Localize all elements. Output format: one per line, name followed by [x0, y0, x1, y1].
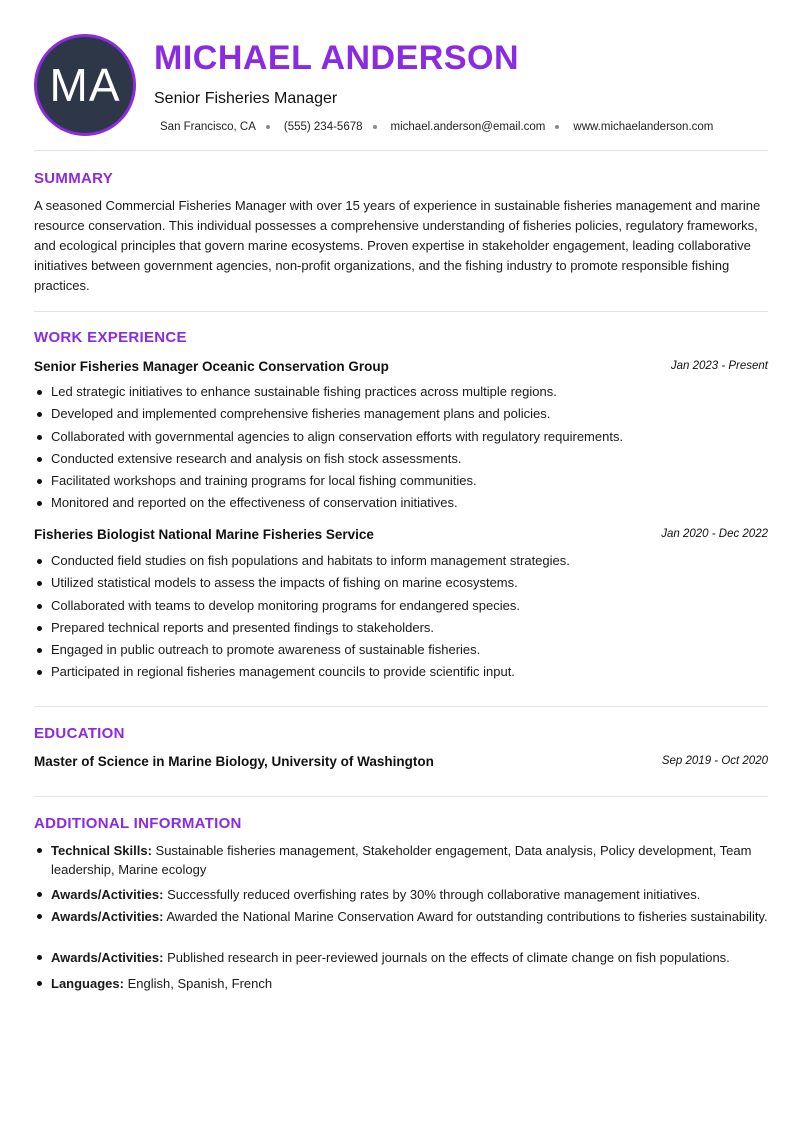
- item-text: English, Spanish, French: [123, 976, 273, 991]
- education-heading: EDUCATION: [34, 725, 125, 742]
- list-item: [34, 907, 768, 926]
- item-text: Published research in peer-reviewed journals on the effects of climate change on fish populations.: [163, 950, 730, 965]
- summary-heading: SUMMARY: [34, 170, 114, 187]
- contact-website[interactable]: www.michaelanderson.com: [573, 121, 714, 133]
- list-item: Conducted extensive research and analysis on fish stock assessments.: [34, 448, 768, 470]
- candidate-name: MICHAEL ANDERSON: [154, 39, 520, 77]
- list-item: Engaged in public outreach to promote awareness of sustainable fisheries.: [34, 639, 768, 661]
- item-text: Awarded the National Marine Conservation Award for outstanding contributions to fisheries sustainability.: [163, 909, 768, 924]
- item-text: Successfully reduced overfishing rates by 30% through collaborative management initiatives.: [163, 887, 701, 902]
- list-item: [34, 841, 768, 879]
- list-item: Facilitated workshops and training programs for local fishing communities.: [34, 470, 768, 492]
- item-label: Technical Skills:: [51, 843, 152, 858]
- job-role: Senior Fisheries Manager Oceanic Conservation Group: [34, 359, 389, 374]
- section-divider: [34, 706, 768, 707]
- list-item: Collaborated with teams to develop monitoring programs for endangered species.: [34, 595, 768, 617]
- item-label: Awards/Activities:: [51, 887, 164, 902]
- list-item: Collaborated with governmental agencies to align conservation efforts with regulatory requirements.: [34, 426, 768, 448]
- work-experience-heading: WORK EXPERIENCE: [34, 329, 187, 346]
- item-label: Awards/Activities:: [51, 950, 164, 965]
- item-label: Languages:: [51, 976, 124, 991]
- job-bullet-list: [34, 381, 768, 515]
- contact-email[interactable]: michael.anderson@email.com: [390, 121, 546, 133]
- job-role: Fisheries Biologist National Marine Fisheries Service: [34, 527, 374, 542]
- item-label: Awards/Activities:: [51, 909, 164, 924]
- list-item: [34, 885, 768, 904]
- list-item: Utilized statistical models to assess the impacts of fishing on marine ecosystems.: [34, 572, 768, 594]
- list-item: Participated in regional fisheries management councils to provide scientific input.: [34, 661, 768, 683]
- resume-header: [34, 34, 768, 136]
- job-header: [34, 526, 768, 544]
- separator-dot-icon: [266, 125, 270, 129]
- education-date: Sep 2019 - Oct 2020: [661, 755, 768, 767]
- summary-text: A seasoned Commercial Fisheries Manager with over 15 years of experience in sustainable fisheries management and marine resource conservation. This individual possesses a comprehensive understanding of fisheries policies, regulatory frameworks, and ecological principles that govern marine ecosystems. Proven expertise in stakeholder engagement, leading collaborative initiatives between government agencies, non-profit organizations, and the fishing industry to promote responsible fishing practices.: [34, 198, 761, 293]
- list-item: Led strategic initiatives to enhance sustainable fishing practices across multiple regions.: [34, 381, 768, 403]
- list-item: Developed and implemented comprehensive fisheries management plans and policies.: [34, 403, 768, 425]
- avatar: [34, 34, 136, 136]
- section-divider: [34, 311, 768, 312]
- item-text: Sustainable fisheries management, Stakeholder engagement, Data analysis, Policy development, Team leadership, Marine ecology: [51, 843, 752, 877]
- section-divider: [34, 796, 768, 797]
- job-date: Jan 2023 - Present: [670, 360, 768, 372]
- contact-phone: (555) 234-5678: [283, 121, 363, 133]
- job-bullet-list: [34, 550, 768, 684]
- separator-dot-icon: [555, 125, 559, 129]
- section-divider: [34, 150, 768, 151]
- job-header: [34, 358, 768, 376]
- list-item: [34, 948, 768, 967]
- list-item: Prepared technical reports and presented findings to stakeholders.: [34, 617, 768, 639]
- education-degree: Master of Science in Marine Biology, University of Washington: [34, 754, 434, 769]
- job-date: Jan 2020 - Dec 2022: [661, 528, 768, 540]
- contact-location: San Francisco, CA: [160, 121, 256, 133]
- additional-information-heading: ADDITIONAL INFORMATION: [34, 815, 242, 832]
- list-item: Conducted field studies on fish populations and habitats to inform management strategies.: [34, 550, 768, 572]
- list-item: Monitored and reported on the effectiveness of conservation initiatives.: [34, 492, 768, 514]
- separator-dot-icon: [373, 125, 377, 129]
- candidate-title: Senior Fisheries Manager: [154, 90, 338, 107]
- avatar-initials: MA: [49, 59, 121, 111]
- list-item: [34, 974, 768, 993]
- contact-line: [160, 121, 713, 133]
- education-entry: [34, 753, 768, 771]
